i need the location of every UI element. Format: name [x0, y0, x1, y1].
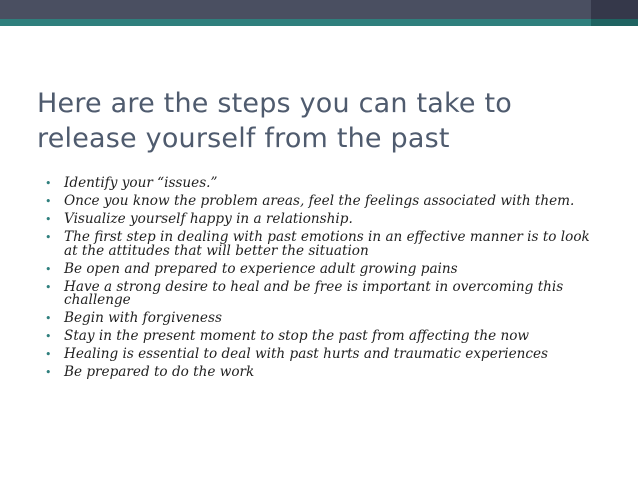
list-item [44, 330, 604, 344]
bullet-icon: • [45, 231, 52, 244]
header-corner-dark [591, 0, 638, 19]
list-item-text: Be open and prepared to experience adult growing pains [64, 260, 458, 277]
list-item [44, 177, 604, 191]
list-item [44, 312, 604, 326]
list-item-text: Stay in the present moment to stop the past from affecting the now [64, 328, 530, 344]
bullet-icon: • [45, 348, 52, 361]
bullet-icon: • [45, 312, 52, 325]
bullet-icon: • [45, 330, 52, 343]
list-item [44, 348, 604, 362]
list-item-text: Visualize yourself happy in a relationship. [64, 211, 353, 227]
bullet-icon: • [45, 280, 52, 294]
list-item-text: Identify your “issues.” [64, 175, 218, 191]
bullet-icon: • [45, 366, 52, 379]
list-item-text: The first step in dealing with past emotions in an effective manner is to look at the attitudes that will better the situation [64, 229, 590, 259]
bullet-icon: • [45, 213, 52, 226]
list-item-text: Begin with forgiveness [64, 310, 222, 326]
slide-title: Here are the steps you can take to release yourself from the past [37, 88, 512, 154]
list-item-text: Once you know the problem areas, feel the feelings associated with them. [64, 193, 575, 209]
bullet-icon: • [45, 262, 52, 276]
bullet-icon: • [45, 177, 52, 190]
list-item [44, 195, 604, 209]
list-item-text: Healing is essential to deal with past hurts and traumatic experiences [64, 346, 549, 362]
header-corner-teal [591, 19, 638, 26]
bullet-list [44, 177, 604, 384]
list-item [44, 231, 604, 258]
list-item [44, 213, 604, 227]
bullet-icon: • [45, 195, 52, 208]
list-item [44, 278, 604, 308]
list-item [44, 260, 604, 277]
header-band-teal [0, 19, 638, 26]
list-item [44, 366, 604, 380]
list-item-text: Have a strong desire to heal and be free is important in overcoming this challenge [64, 278, 564, 308]
header-band-dark [0, 0, 638, 19]
list-item-text: Be prepared to do the work [64, 364, 255, 380]
